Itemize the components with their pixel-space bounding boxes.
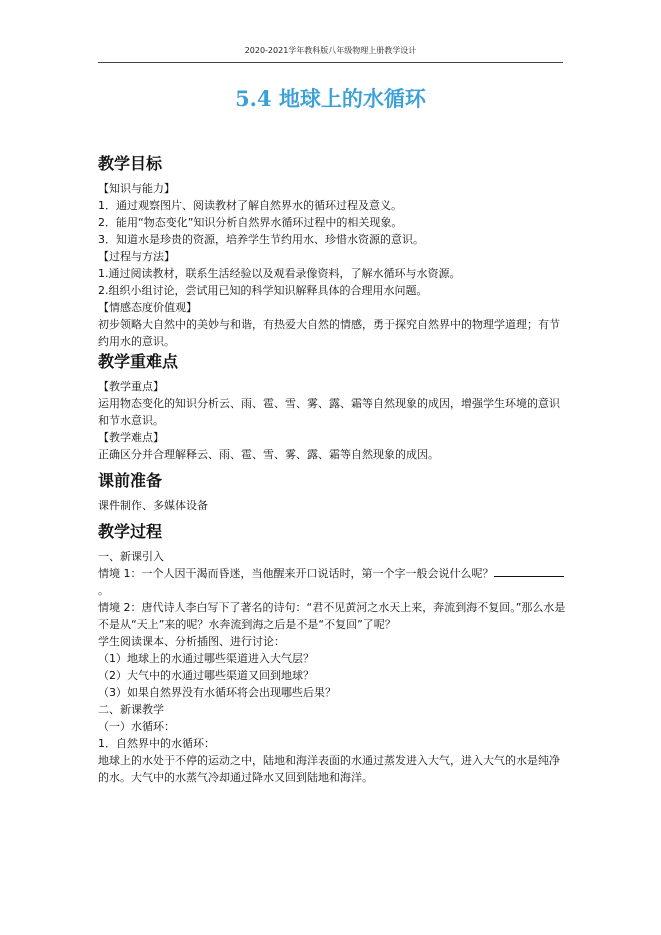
question-3: （3）如果自然界没有水循环将会出现哪些后果？ [98,686,336,699]
process-method-label: 【过程与方法】 [98,250,175,263]
ability-item-3: 3．知道水是珍贵的资源，培养学生节约用水、珍惜水资源的意识。 [98,233,424,246]
preparation-text: 课件制作、多媒体设备 [98,499,208,512]
document-body [98,152,566,786]
scenario-1-suffix: 。 [98,584,109,597]
scenario-1 [98,565,566,599]
running-header: 2020-2021学年教科版八年级物理上册教学设计 [244,46,417,55]
water-cycle-item-1: 1．自然界中的水循环： [98,737,215,750]
focus-text: 运用物态变化的知识分析云、雨、雹、雪、雾、露、霜等自然现象的成因，增强学生环境的意识和节水意识。 [98,397,560,427]
question-1: （1）地球上的水通过哪些渠道进入大气层？ [98,652,314,665]
part-1-heading: 一、新课引入 [98,550,164,563]
emotion-text: 初步领略大自然中的美妙与和谐，有热爱大自然的情感，勇于探究自然界中的物理学道理；有节约用水的意识。 [98,318,560,348]
scenario-1-text: 情境 1：一个人因干渴而昏迷，当他醒来开口说话时，第一个字一般会说什么呢？ [98,567,494,580]
water-cycle-item-1-text: 地球上的水处于不停的运动之中，陆地和海洋表面的水通过蒸发进入大气，进入大气的水是纯净的水。大气中的水蒸气冷却通过降水又回到陆地和海洋。 [98,754,560,784]
section-heading-goals: 教学目标 [98,154,163,173]
scenario-2: 情境 2：唐代诗人李白写下了著名的诗句：“君不见黄河之水天上来，奔流到海不复回。”那么水是不是从“天上”来的呢？水奔流到海之后是不是“不复回”了呢？ [98,601,566,631]
part-2-heading: 二、新课教学 [98,703,164,716]
process-method-item-2: 2.组织小组讨论，尝试用已知的科学知识解释具体的合理用水问题。 [98,284,428,297]
difficulty-label: 【教学难点】 [98,431,164,444]
difficulty-text: 正确区分并合理解释云、雨、雹、雪、雾、露、霜等自然现象的成因。 [98,448,439,461]
ability-label: 【知识与能力】 [98,182,175,195]
question-2: （2）大气中的水通过哪些渠道又回到地球？ [98,669,314,682]
answer-blank [494,565,564,577]
section-heading-process: 教学过程 [98,522,163,541]
process-method-item-1: 1.通过阅读教材，联系生活经验以及观看录像资料，了解水循环与水资源。 [98,267,461,280]
section-heading-preparation: 课前准备 [98,471,163,490]
discussion-prompt: 学生阅读课本、分析插图、进行讨论： [98,635,285,648]
header-divider [98,62,563,63]
emotion-label: 【情感态度价值观】 [98,301,197,314]
section-heading-key-points: 教学重难点 [98,352,179,371]
focus-label: 【教学重点】 [98,380,164,393]
ability-item-2: 2．能用“物态变化”知识分析自然界水循环过程中的相关现象。 [98,216,403,229]
document-title: 5.4 地球上的水循环 [235,86,426,111]
ability-item-1: 1．通过观察图片、阅读教材了解自然界水的循环过程及意义。 [98,199,402,212]
subsection-water-cycle: （一）水循环： [98,720,175,733]
